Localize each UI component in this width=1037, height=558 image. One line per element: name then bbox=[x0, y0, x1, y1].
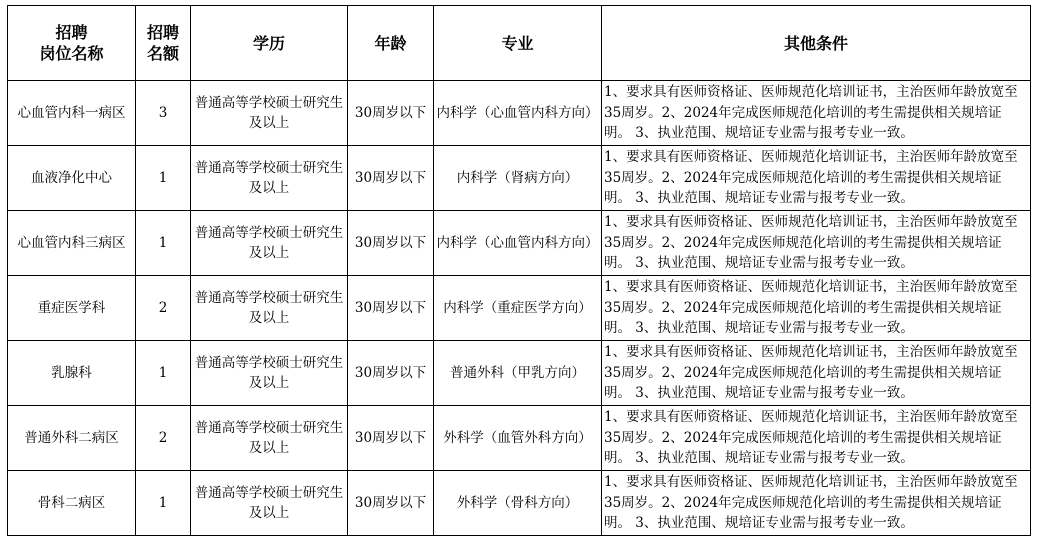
header-age: 年龄 bbox=[348, 6, 434, 81]
cell-education: 普通高等学校硕士研究生及以上 bbox=[191, 471, 348, 536]
cell-conditions: 1、要求具有医师资格证、医师规范化培训证书，主治医师年龄放宽至35周岁。2、2024年完成医师规范化培训的考生需提供相关规培证明。 3、执业范围、规培证专业需与报考专业一致。 bbox=[602, 276, 1031, 341]
cell-age: 30周岁以下 bbox=[348, 471, 434, 536]
cell-conditions: 1、要求具有医师资格证、医师规范化培训证书，主治医师年龄放宽至35周岁。2、2024年完成医师规范化培训的考生需提供相关规培证明。 3、执业范围、规培证专业需与报考专业一致。 bbox=[602, 146, 1031, 211]
cell-quota: 2 bbox=[136, 406, 191, 471]
cell-major: 内科学（重症医学方向） bbox=[434, 276, 602, 341]
cell-major: 普通外科（甲乳方向） bbox=[434, 341, 602, 406]
cell-quota: 1 bbox=[136, 146, 191, 211]
table-row bbox=[8, 276, 1031, 341]
table-row bbox=[8, 471, 1031, 536]
cell-major: 外科学（血管外科方向） bbox=[434, 406, 602, 471]
cell-education: 普通高等学校硕士研究生及以上 bbox=[191, 211, 348, 276]
cell-age: 30周岁以下 bbox=[348, 276, 434, 341]
cell-quota: 2 bbox=[136, 276, 191, 341]
cell-conditions: 1、要求具有医师资格证、医师规范化培训证书，主治医师年龄放宽至35周岁。2、2024年完成医师规范化培训的考生需提供相关规培证明。 3、执业范围、规培证专业需与报考专业一致。 bbox=[602, 341, 1031, 406]
cell-age: 30周岁以下 bbox=[348, 406, 434, 471]
table-row bbox=[8, 406, 1031, 471]
cell-major: 内科学（心血管内科方向） bbox=[434, 81, 602, 146]
cell-education: 普通高等学校硕士研究生及以上 bbox=[191, 341, 348, 406]
cell-position: 普通外科二病区 bbox=[8, 406, 136, 471]
cell-education: 普通高等学校硕士研究生及以上 bbox=[191, 81, 348, 146]
table-row bbox=[8, 146, 1031, 211]
cell-major: 内科学（肾病方向） bbox=[434, 146, 602, 211]
cell-quota: 3 bbox=[136, 81, 191, 146]
cell-position: 骨科二病区 bbox=[8, 471, 136, 536]
cell-position: 重症医学科 bbox=[8, 276, 136, 341]
cell-age: 30周岁以下 bbox=[348, 146, 434, 211]
cell-quota: 1 bbox=[136, 211, 191, 276]
cell-age: 30周岁以下 bbox=[348, 341, 434, 406]
cell-position: 心血管内科一病区 bbox=[8, 81, 136, 146]
cell-conditions: 1、要求具有医师资格证、医师规范化培训证书，主治医师年龄放宽至35周岁。2、2024年完成医师规范化培训的考生需提供相关规培证明。 3、执业范围、规培证专业需与报考专业一致。 bbox=[602, 406, 1031, 471]
recruitment-table bbox=[7, 5, 1031, 536]
cell-quota: 1 bbox=[136, 341, 191, 406]
cell-major: 内科学（心血管内科方向） bbox=[434, 211, 602, 276]
recruitment-table-container bbox=[7, 5, 1031, 536]
table-row bbox=[8, 341, 1031, 406]
header-conditions: 其他条件 bbox=[602, 6, 1031, 81]
header-position: 招聘 岗位名称 bbox=[8, 6, 136, 81]
cell-major: 外科学（骨科方向） bbox=[434, 471, 602, 536]
cell-quota: 1 bbox=[136, 471, 191, 536]
cell-education: 普通高等学校硕士研究生及以上 bbox=[191, 146, 348, 211]
cell-position: 血液净化中心 bbox=[8, 146, 136, 211]
table-row bbox=[8, 211, 1031, 276]
table-header-row bbox=[8, 6, 1031, 81]
cell-education: 普通高等学校硕士研究生及以上 bbox=[191, 406, 348, 471]
header-major: 专业 bbox=[434, 6, 602, 81]
table-row bbox=[8, 81, 1031, 146]
cell-conditions: 1、要求具有医师资格证、医师规范化培训证书，主治医师年龄放宽至35周岁。2、2024年完成医师规范化培训的考生需提供相关规培证明。 3、执业范围、规培证专业需与报考专业一致。 bbox=[602, 211, 1031, 276]
cell-conditions: 1、要求具有医师资格证、医师规范化培训证书，主治医师年龄放宽至35周岁。2、2024年完成医师规范化培训的考生需提供相关规培证明。 3、执业范围、规培证专业需与报考专业一致。 bbox=[602, 471, 1031, 536]
cell-education: 普通高等学校硕士研究生及以上 bbox=[191, 276, 348, 341]
cell-age: 30周岁以下 bbox=[348, 211, 434, 276]
cell-conditions: 1、要求具有医师资格证、医师规范化培训证书，主治医师年龄放宽至35周岁。2、2024年完成医师规范化培训的考生需提供相关规培证明。 3、执业范围、规培证专业需与报考专业一致。 bbox=[602, 81, 1031, 146]
cell-position: 心血管内科三病区 bbox=[8, 211, 136, 276]
header-education: 学历 bbox=[191, 6, 348, 81]
cell-position: 乳腺科 bbox=[8, 341, 136, 406]
cell-age: 30周岁以下 bbox=[348, 81, 434, 146]
header-quota: 招聘 名额 bbox=[136, 6, 191, 81]
